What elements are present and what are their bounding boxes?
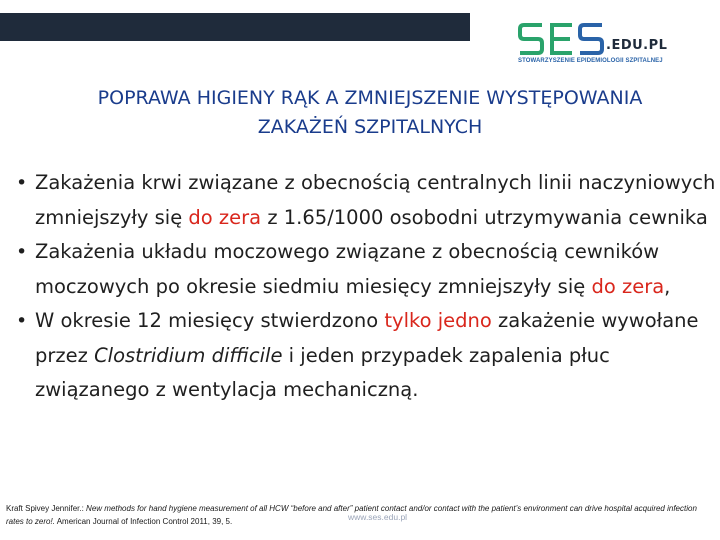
bullet-text: ,: [664, 274, 671, 298]
bullet-icon: •: [16, 172, 28, 194]
slide-title: [20, 84, 720, 142]
logo-subtitle: STOWARZYSZENIE EPIDEMIOLOGII SZPITALNEJ: [518, 58, 663, 64]
bullet-icon: •: [16, 310, 28, 332]
slide-title-line-2: ZAKAŻEŃ SZPITALNYCH: [257, 116, 483, 138]
citation-author: Kraft Spivey Jennifer.:: [6, 504, 87, 513]
bullet-text: Zakażenia krwi związane z obecnością centralnych linii naczyniowych zmniejszyły się: [35, 171, 716, 229]
ses-logo: [518, 22, 668, 70]
bullet-highlight: do zera: [188, 205, 262, 229]
slide-title-line-1: POPRAWA HIGIENY RĄK A ZMNIEJSZENIE WYSTĘPOWANIA: [97, 87, 643, 109]
watermark: www.ses.edu.pl: [348, 512, 408, 522]
bullet-text: i jeden przypadek zapalenia płuc związanego z wentylacja mechaniczną.: [35, 343, 610, 401]
top-bar: [0, 13, 470, 41]
bullet-list: [12, 166, 716, 408]
bullet-item: [12, 304, 716, 408]
logo-domain: .EDU.PL: [606, 38, 668, 53]
bullet-highlight: do zera: [591, 274, 665, 298]
bullet-text: W okresie 12 miesięcy stwierdzono: [35, 309, 385, 332]
bullet-text: zakażenie wywołane przez: [35, 309, 699, 367]
bullet-icon: •: [16, 241, 28, 263]
bullet-item: [12, 166, 716, 235]
citation-journal: American Journal of Infection Control 2011, 39, 5.: [54, 517, 233, 526]
bullet-highlight: tylko jedno: [384, 309, 492, 332]
bullet-item: [12, 235, 716, 304]
bullet-italic: Clostridium difficile: [94, 343, 283, 367]
ses-logo-mark: [518, 22, 604, 56]
bullet-text: z 1.65/1000 osobodni utrzymywania cewnika: [261, 205, 708, 229]
bullet-text: Zakażenia układu moczowego związane z obecnością cewników moczowych po okresie siedmiu miesięcy zmniejszyły się: [35, 240, 660, 298]
citation-title: New methods for hand hygiene measurement of all HCW “before and after” patient contact and/or contact with the patient’s environment can drive hospital acquired infection rates to zero!.: [6, 504, 697, 526]
